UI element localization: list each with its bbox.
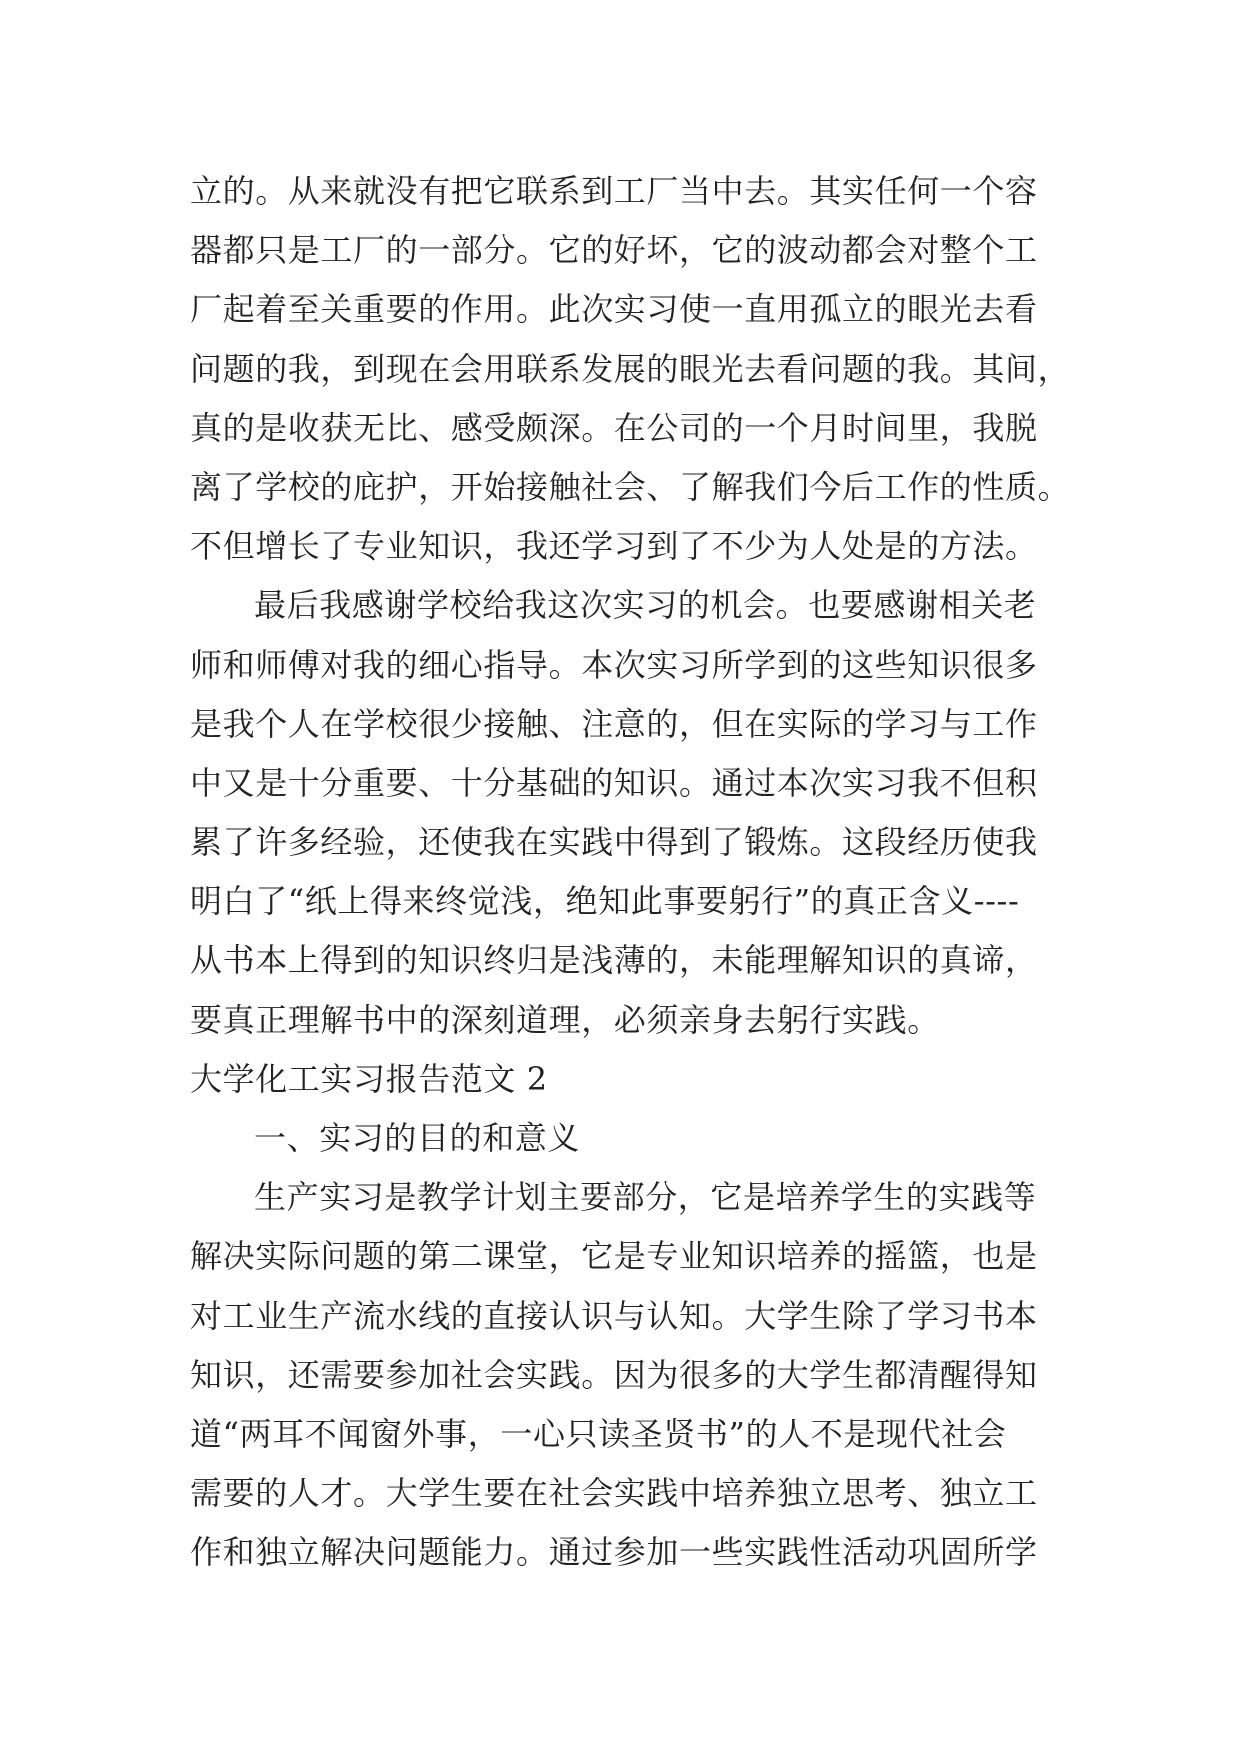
document-body xyxy=(190,162,1071,1583)
paragraph-line: 是我个人在学校很少接触、注意的，但在实际的学习与工作 xyxy=(190,704,1038,743)
paragraph-line: 问题的我，到现在会用联系发展的眼光去看问题的我。其间， xyxy=(190,349,1071,388)
paragraph-line: 明白了“纸上得来终觉浅，绝知此事要躬行”的真正含义---- xyxy=(190,882,1020,921)
paragraph-line: 厂起着至关重要的作用。此次实习使一直用孤立的眼光去看 xyxy=(190,290,1038,329)
paragraph-line: 生产实习是教学计划主要部分，它是培养学生的实践等 xyxy=(254,1178,1037,1217)
paragraph-line: 中又是十分重要、十分基础的知识。通过本次实习我不但积 xyxy=(190,763,1038,802)
subsection-heading: 一、实习的目的和意义 xyxy=(254,1119,581,1157)
paragraph-line: 最后我感谢学校给我这次实习的机会。也要感谢相关老 xyxy=(254,586,1037,625)
paragraph-line: 道“两耳不闻窗外事，一心只读圣贤书”的人不是现代社会 xyxy=(190,1414,1007,1453)
section-title: 大学化工实习报告范文 2 xyxy=(190,1059,548,1098)
paragraph-line: 器都只是工厂的一部分。它的好坏，它的波动都会对整个工 xyxy=(190,231,1038,270)
paragraph-line: 解决实际问题的第二课堂，它是专业知识培养的摇篮，也是 xyxy=(190,1237,1038,1276)
paragraph-line: 累了许多经验，还使我在实践中得到了锻炼。这段经历使我 xyxy=(190,823,1038,862)
paragraph-line: 要真正理解书中的深刻道理，必须亲身去躬行实践。 xyxy=(190,1000,940,1039)
paragraph-line: 不但增长了专业知识，我还学习到了不少为人处是的方法。 xyxy=(190,527,1038,566)
paragraph-line: 离了学校的庇护，开始接触社会、了解我们今后工作的性质。 xyxy=(190,467,1071,506)
paragraph-line: 真的是收获无比、感受颇深。在公司的一个月时间里，我脱 xyxy=(190,408,1038,447)
paragraph-line: 立的。从来就没有把它联系到工厂当中去。其实任何一个容 xyxy=(190,172,1038,210)
paragraph-line: 从书本上得到的知识终归是浅薄的，未能理解知识的真谛， xyxy=(190,941,1038,980)
paragraph-line: 知识，还需要参加社会实践。因为很多的大学生都清醒得知 xyxy=(190,1355,1038,1394)
paragraph-line: 师和师傅对我的细心指导。本次实习所学到的这些知识很多 xyxy=(190,645,1038,684)
paragraph-line: 对工业生产流水线的直接认识与认知。大学生除了学习书本 xyxy=(190,1296,1038,1335)
paragraph-line: 需要的人才。大学生要在社会实践中培养独立思考、独立工 xyxy=(190,1474,1038,1513)
paragraph-line: 作和独立解决问题能力。通过参加一些实践性活动巩固所学 xyxy=(190,1533,1038,1572)
